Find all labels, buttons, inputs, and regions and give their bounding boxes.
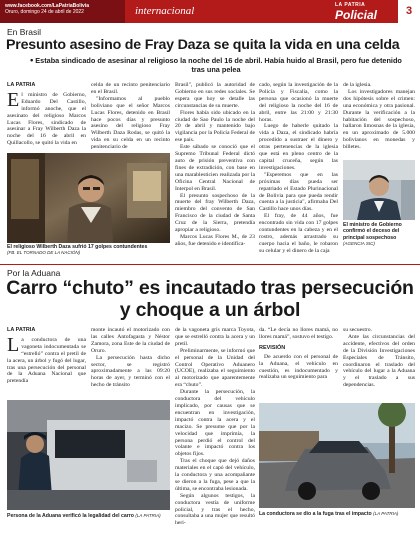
story1-caption-left-credit: (FB. EL TORNADO DE LA NACIÓN): [7, 250, 81, 256]
social-link[interactable]: www.facebook.com/LaPatriaBolivia: [5, 3, 90, 9]
story1-deck-text: Estaba sindicado de asesinar al religioso la noche del 16 de abril. Había huido al Brasil, pero fue detenido tras una pelea: [35, 56, 402, 74]
story2-caption-left-credit: (LA PATRIA): [135, 513, 161, 518]
story2-caption-left-text: Persona de la Aduana verificó la legalidad del carro: [7, 513, 134, 519]
story2-caption-right: [259, 511, 415, 517]
story1-photo-priest: [7, 153, 170, 243]
story1-col3-p1: Brasil", publicó la autoridad de Gobierno en sus redes sociales. Se espera que hoy se detalle las circunstancias de su muerte.: [175, 82, 255, 109]
story1-dropcap: E: [7, 88, 20, 111]
story1-caption-left-text: El religioso Wilberth Daza sufrió 17 golpes contundentes: [7, 244, 148, 250]
story2-column-4: [259, 327, 338, 381]
brand-logo-section: Policial: [335, 8, 378, 22]
story1-col4-p4: El fray, de 44 años, fue encontrado sin vida con 17 golpes contundentes en la cabeza y en el rostro, además arrastrado su cuerpo hacia el baño, le robaron su celular y el dinero de la caja: [259, 213, 338, 254]
story2-col3-p5: Según algunos testigos, la conductora vestía de uniforme policial, y tras el hecho, consultaba a una mujer que resultó heri-: [175, 492, 255, 527]
story1-deck: [26, 56, 406, 74]
story1-col4-p1: cado, según la investigación de la Policía y Fiscalía, como la persona que ocasionó la muerte del religioso la noche del 16 de abril, entre las 21:00 y 21:30 horas.: [259, 82, 338, 123]
story2-col5-p2: Ante las circunstancias del accidente, efectivos del orden de la División Investigaciones Especiales de Tránsito, coordinaron el traslado del vehículo del lugar a la Aduana y el traslado a sus dependencias.: [343, 333, 415, 389]
story2-byline: LA PATRIA: [7, 327, 36, 333]
story1-column-3: [175, 82, 255, 248]
story2-column-2: [91, 327, 170, 389]
story2-col3-p3: Durante la persecución, la conductora del vehículo implicado, por causas que se encuentran en investigación, impactó contra la acera y el macizo. Se presume que por la velocidad que imprimía, la persona perdió el control del volante e impactó contra los objetos fijos.: [175, 389, 255, 458]
story1-col3-p2: Flores había sido ubicado en la ciudad de Sao Paulo la noche del 20 de abril y mantenido bajo vigilancia por la Policía Federal de ese país.: [175, 109, 255, 144]
story1-kicker: En Brasil: [7, 27, 42, 37]
story2-caption-right-credit: (LA PATRIA): [373, 511, 399, 516]
story2-column-1: [7, 327, 86, 385]
section-band: [125, 0, 325, 23]
story1-column-2: [91, 82, 170, 151]
story2-dropcap: L: [7, 333, 20, 356]
story1-col3-p4: El presunto sospechoso de la muerte del fray Wilberth Daza, miembro del convento de San Francisco de la ciudad de Santa Cruz de la Sierra, pretendía apropiar a religioso.: [175, 192, 255, 234]
story2-headline-line2: y choque a un árbol: [119, 299, 301, 321]
brand-logo-small: LA PATRIA: [335, 2, 366, 8]
story1-col3-p3: Este sábado se conoció que el Supremo Tribunal Federal dictó auto de prisión preventiva con fines de extradición, con base en una marablesticien realizada por la Oficina Central Nacional de Interpol en Brasil.: [175, 144, 255, 192]
story1-caption-right-credit: (AGENCIA SIC): [343, 240, 375, 246]
story2-col2-p1: monte incautó el motorizado con las calles Antofagasta y Néstor Zamora, zona Este de la ciudad de Oruro.: [91, 327, 170, 354]
story2-caption-right-text: La conductora se dio a la fuga tras el impacto: [259, 511, 372, 517]
story1-byline: LA PATRIA: [7, 82, 36, 88]
header-info: [0, 0, 125, 23]
story1-col1-p1: l ministro de Gobierno, Eduardo Del Castillo, informó anoche, que el asesinato del religioso Marcos Lucas Flores, sindicado de asesinar a Fray Wilberth Daza la noche del 16 de abril en Quillacollo, se quitó la vida en: [7, 91, 86, 147]
page-header: [0, 0, 420, 23]
crashed-car-photo-icon: [259, 403, 415, 508]
story2-col4-p2: De acuerdo con el personal de la Aduana, el vehículo en cuestión, es indocumentado y realizaba un seguimiento para: [259, 353, 338, 381]
bullet-icon: •: [30, 55, 34, 65]
story2-col2-p2: La persecución hasta dicho sector, se registró aproximadamente a las 09:20 horas de ayer, y terminó con el hecho de tránsito: [91, 354, 170, 389]
story1-col4-p3: "Esperemos que en las próximas días pueda ser repatriado el Estado Plurinacional de Bolivia para que pueda rendir cuenta a la justicia", afirmaba Del Castillo hace unos días.: [259, 171, 338, 213]
story2-column-3: [175, 327, 255, 527]
story2-col3-p1: de la vagoneta gris marca Toyota, que se estrelló contra la acera y un pretil.: [175, 327, 255, 347]
story1-column-5: [343, 82, 415, 151]
story2-col3-p2: Preliminarmente, se informó que el personal de la Unidad del Control Operativo Aduanero (UCOE), realizaba el seguimiento al motorizado que aparentemente era “chuto”.: [175, 347, 255, 389]
story2-col1-p1: a conductora de una vagoneta indocumentada se “estrelló” contra el pretil de la acera, un árbol y fugó del lugar, tras una persecución del personal de la Aduana Nacional que pretendía: [7, 336, 86, 385]
story1-col2-p1: celda de un recinto penitenciario en el Brasil.: [91, 82, 170, 95]
story2-col3-p4: Tras el choque que dejó daños materiales en el capó del vehículo, la conductora y una acompañante se dieron a la fuga, pese a que la última, se encontraba lesionada.: [175, 458, 255, 492]
story1-caption-left: [7, 244, 170, 257]
story1-col5-p2: Los investigadores manejan dos hipótesis sobre el crimen: una económica y otra pasional. Durante la verificación a la habitación del sospechoso, hallaron limosnas de la iglesia, en un aproximado de 5.000 bolivianos en monedas y billetes.: [343, 88, 415, 151]
story1-caption-right: [343, 222, 415, 247]
story2-caption-left: [7, 513, 170, 519]
priest-photo-icon: [7, 153, 170, 243]
story2-column-5: [343, 327, 415, 389]
story1-column-1: [7, 82, 86, 147]
story1-col3-p5: Marcos Lucas Flores M., de 23 años, fue detenido e identifica-: [175, 233, 255, 247]
story2-headline-line1: Carro “chuto” es incautado tras persecución: [6, 277, 414, 299]
section-label: internacional: [135, 5, 195, 17]
story2-kicker: Por la Aduana: [7, 268, 61, 278]
story1-photo-minister: [343, 160, 415, 220]
story1-col2-p2: "Informamos al pueblo boliviano que el señor Marcos Lucas Flores, detenido en Brasil hace pocos días y presunto asesino del religioso Fray Wilberth Daza Rodas, se quitó la vida en su celda en un recinto penitenciario de: [91, 95, 170, 151]
story2-photo-car: [259, 403, 415, 508]
story1-caption-right-text: El ministro de Gobierno confirmó el deceso del principal sospechoso: [343, 222, 402, 241]
date-line: Oruro, domingo 24 de abril de 2022: [5, 9, 84, 15]
story1-col5-p1: de la iglesia.: [343, 82, 372, 88]
story2-subhead: REVISIÓN: [259, 344, 286, 351]
minister-photo-icon: [343, 160, 415, 220]
story1-headline: Presunto asesino de Fray Daza se quita la vida en una celda: [6, 37, 400, 53]
story2-col5-p1: su secuestro.: [343, 327, 373, 333]
story2-photo-officer: [7, 400, 170, 510]
officer-photo-icon: [7, 400, 170, 510]
story2-col4-p1: da. “Le decía no llores mamá, no llores mamá”, sostuvo el testigo.: [259, 327, 338, 340]
page-number: 3: [398, 0, 420, 23]
story2-headline: [0, 277, 420, 321]
story1-col4-p2: Luego de haberle quitado la vida a Daza, el sindicado habría procedido a sustraer el dinero y otras pertenencias de la iglesia que está en pleno centro de la capital cruceña, según las investigaciones.: [259, 123, 338, 171]
brand-block: [325, 0, 420, 23]
story1-column-4: [259, 82, 338, 255]
section-divider: [0, 264, 420, 265]
